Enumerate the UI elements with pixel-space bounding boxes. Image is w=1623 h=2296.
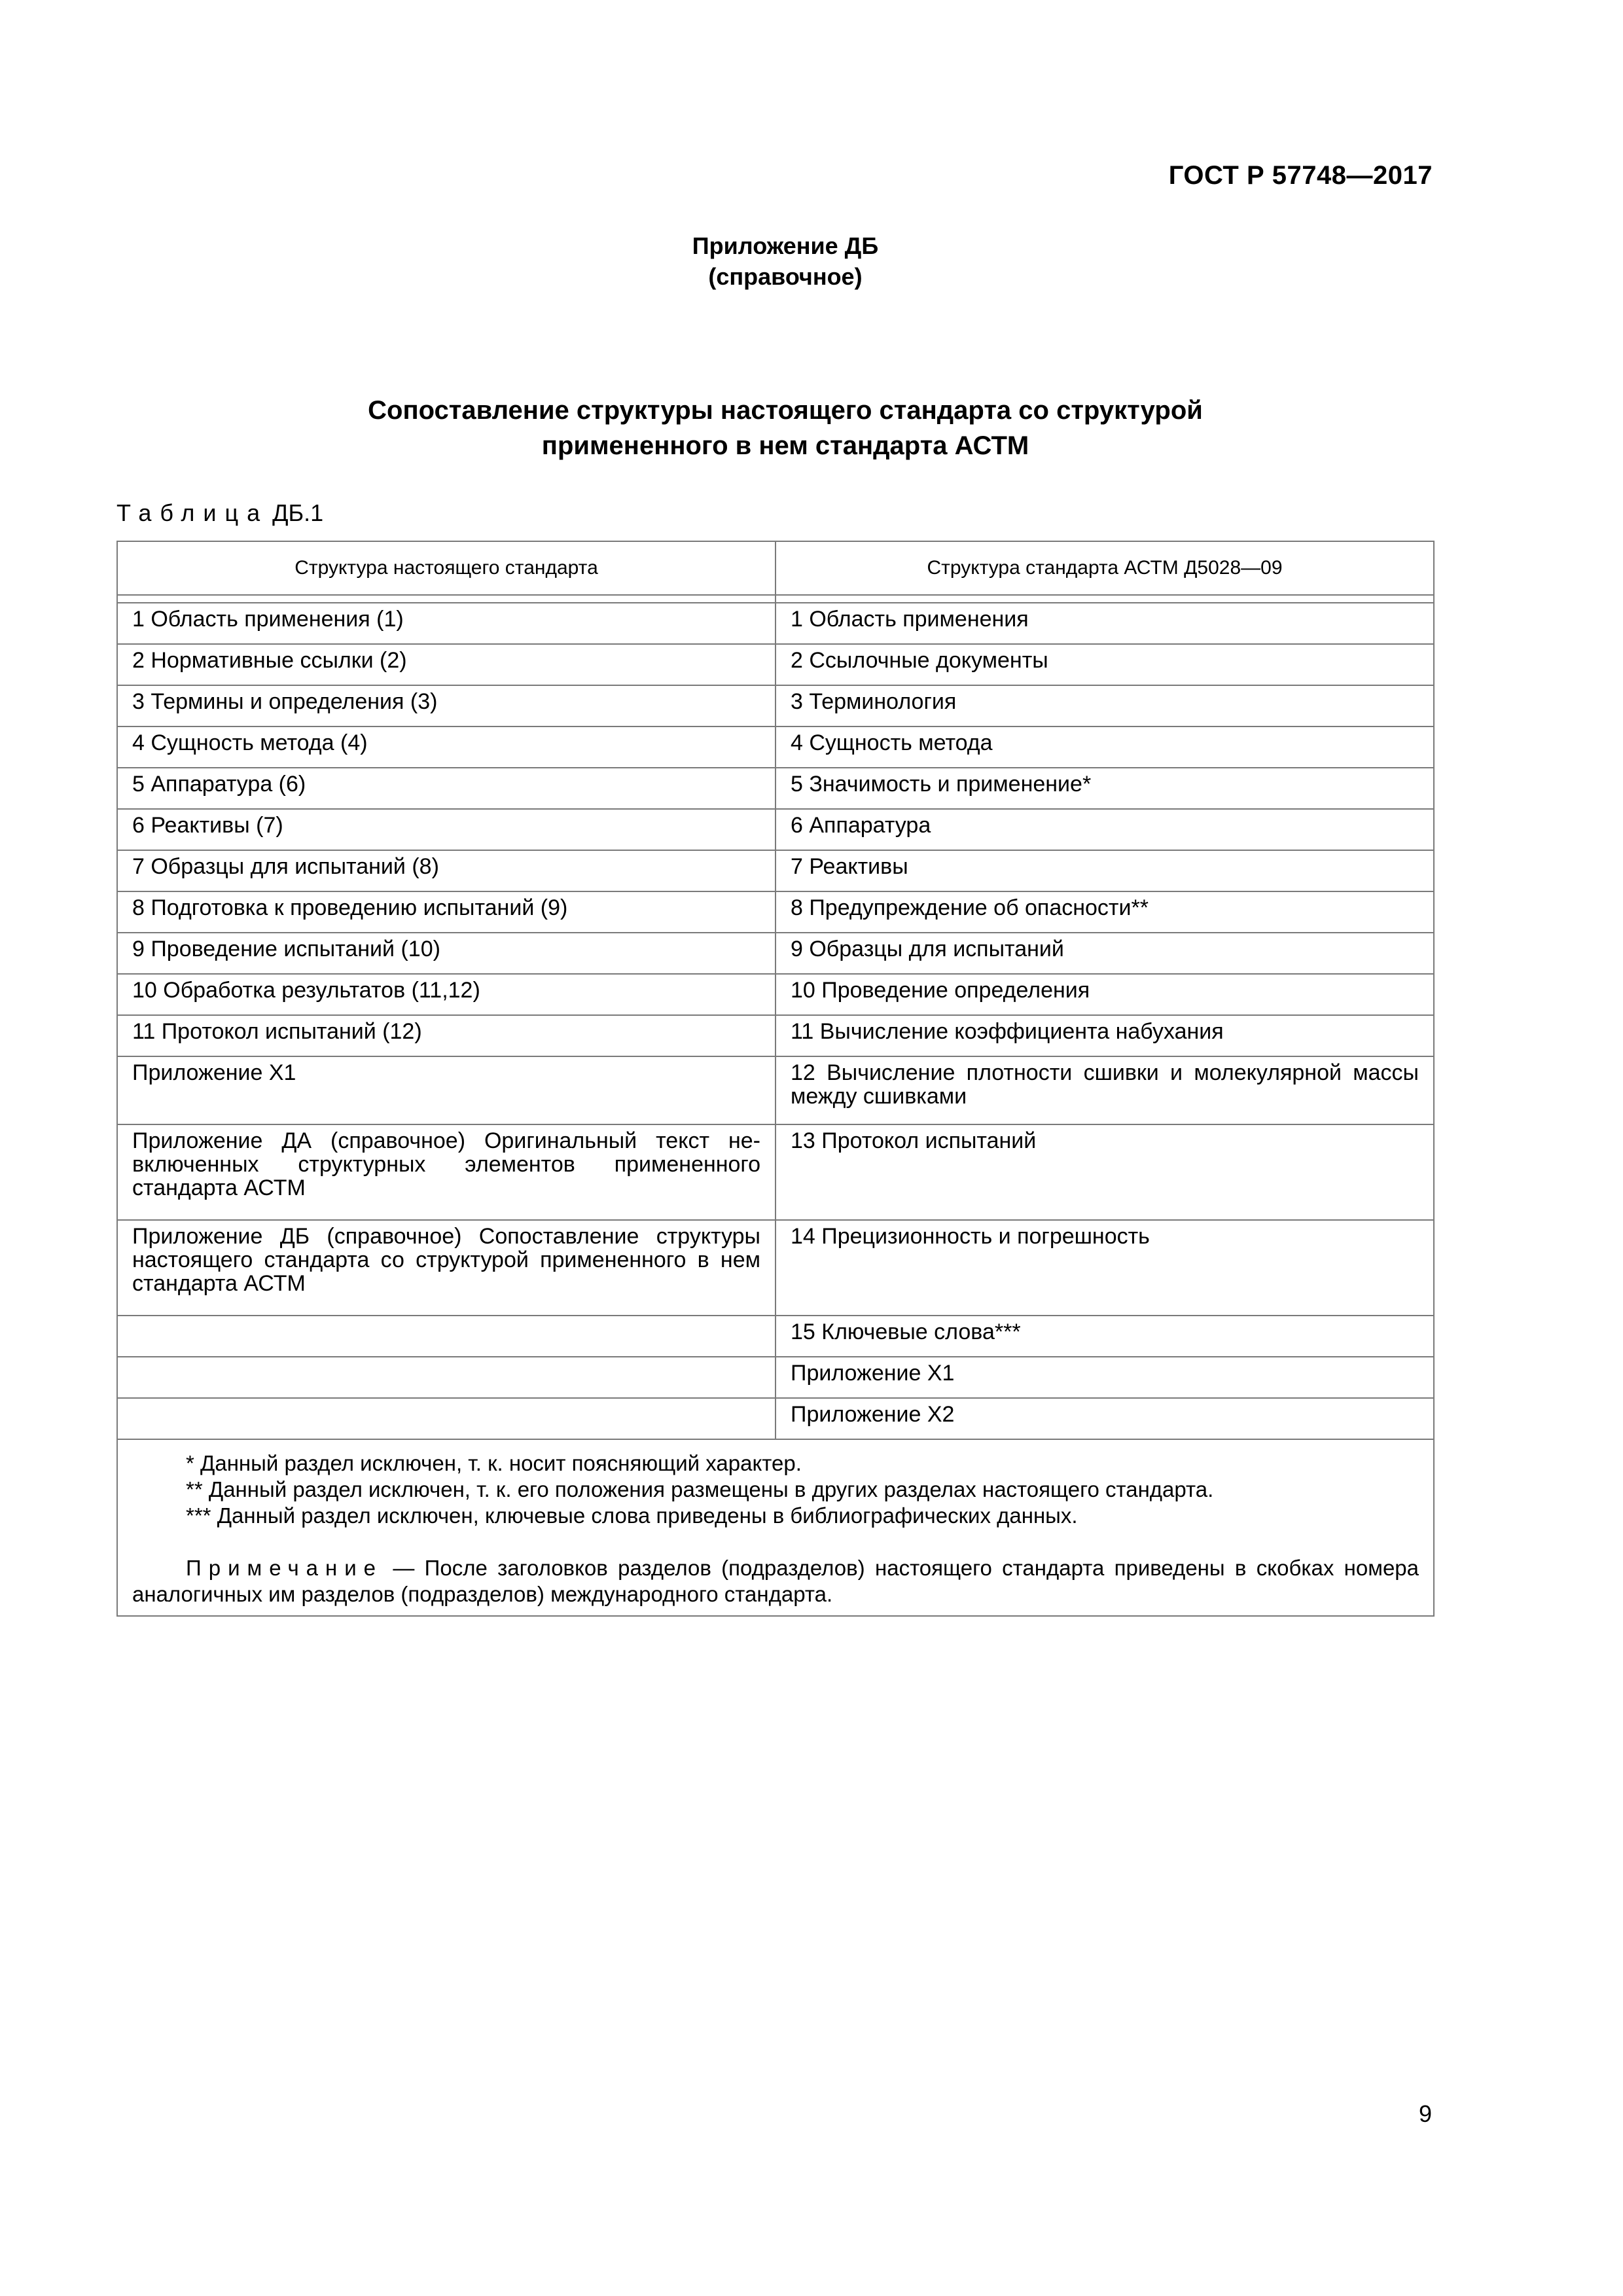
table-footnotes-row: [117, 1439, 1434, 1616]
table-row: [117, 1124, 1434, 1220]
table-cell: 7 Реактивы: [776, 850, 1434, 891]
table-cell: 9 Образцы для испытаний: [776, 933, 1434, 974]
table-cell: [117, 1357, 776, 1398]
table-note: [132, 1555, 1419, 1607]
table-cell: 5 Аппаратура (6): [117, 768, 776, 809]
table-cell: 2 Нормативные ссылки (2): [117, 644, 776, 685]
appendix-subtitle: (справочное): [708, 263, 863, 290]
footnote-3: *** Данный раздел исключен, ключевые слова приведены в библиографических данных.: [186, 1503, 1078, 1528]
table-header-row: [117, 541, 1434, 595]
table-caption-word: Таблица: [116, 499, 269, 526]
table-row: [117, 933, 1434, 974]
header-gap: [117, 595, 1434, 603]
table-caption: [116, 499, 323, 527]
table-row: [117, 850, 1434, 891]
table-cell: 10 Обработка результатов (11,12): [117, 974, 776, 1015]
table-cell: Приложение Х2: [776, 1398, 1434, 1439]
table-cell: 12 Вычисление плотности сшивки и молекулярной массы между сшивками: [776, 1056, 1434, 1124]
table-cell: [117, 1316, 776, 1357]
table-cell: 15 Ключевые слова***: [776, 1316, 1434, 1357]
page-title-line-1: Сопоставление структуры настоящего стандарта со структурой: [368, 396, 1203, 425]
table-footnotes: [117, 1439, 1434, 1616]
table-row: [117, 726, 1434, 768]
table-cell: 7 Образцы для испытаний (8): [117, 850, 776, 891]
table-cell: 11 Вычисление коэффициента набухания: [776, 1015, 1434, 1056]
table-row: [117, 603, 1434, 644]
page-number: 9: [1419, 2100, 1433, 2127]
table-row: [117, 1316, 1434, 1357]
table-row: [117, 768, 1434, 809]
footnote-2: ** Данный раздел исключен, т. к. его положения размещены в других разделах настоящего стандарта.: [186, 1477, 1214, 1501]
appendix-title: Приложение ДБ: [692, 232, 879, 259]
page-title: [0, 393, 1571, 463]
table-cell: 8 Подготовка к проведению испытаний (9): [117, 891, 776, 933]
table-cell: 3 Терминология: [776, 685, 1434, 726]
appendix-heading: [0, 230, 1571, 292]
table-row: [117, 891, 1434, 933]
table-cell: 2 Ссылочные документы: [776, 644, 1434, 685]
table-row: [117, 685, 1434, 726]
footnote-1: * Данный раздел исключен, т. к. носит поясняющий характер.: [186, 1451, 802, 1475]
column-header-astm-standard: Структура стандарта АСТМ Д5028—09: [776, 541, 1434, 595]
table-cell: 9 Проведение испытаний (10): [117, 933, 776, 974]
table-row: [117, 1015, 1434, 1056]
table-cell: 11 Протокол испытаний (12): [117, 1015, 776, 1056]
table-cell: [117, 1398, 776, 1439]
table-row: [117, 644, 1434, 685]
table-cell: Приложение Х1: [776, 1357, 1434, 1398]
table-cell: 5 Значимость и применение*: [776, 768, 1434, 809]
table-cell: 13 Протокол испытаний: [776, 1124, 1434, 1220]
table-row: [117, 1357, 1434, 1398]
table-cell: Приложение ДА (справочное) Оригинальный текст невключенных структурных элементов примененного стандарта АСТМ: [117, 1124, 776, 1220]
comparison-table: [116, 541, 1435, 1617]
table-cell: 6 Реактивы (7): [117, 809, 776, 850]
document-code: ГОСТ Р 57748—2017: [1168, 161, 1433, 190]
note-text: — После заголовков разделов (подразделов) настоящего стандарта приведены в скобках номера аналогичных им разделов (подразделов) международного стандарта.: [132, 1556, 1419, 1606]
table-cell: 3 Термины и определения (3): [117, 685, 776, 726]
table-row: [117, 809, 1434, 850]
table-row: [117, 974, 1434, 1015]
table-row: [117, 1220, 1434, 1316]
table-caption-number: ДБ.1: [272, 499, 324, 526]
table-cell: 14 Прецизионность и погрешность: [776, 1220, 1434, 1316]
table-cell: Приложение ДБ (справочное) Сопоставление структуры настоящего стандарта со структурой примененного в нем стандарта АСТМ: [117, 1220, 776, 1316]
table-cell: 4 Сущность метода (4): [117, 726, 776, 768]
page-title-line-2: примененного в нем стандарта АСТМ: [541, 431, 1029, 460]
table-cell: Приложение Х1: [117, 1056, 776, 1124]
table-cell: 8 Предупреждение об опасности**: [776, 891, 1434, 933]
table-cell: 6 Аппаратура: [776, 809, 1434, 850]
note-label: Примечание: [186, 1556, 383, 1580]
table-row: [117, 1398, 1434, 1439]
table-cell: 1 Область применения (1): [117, 603, 776, 644]
table-cell: 1 Область применения: [776, 603, 1434, 644]
table-cell: 10 Проведение определения: [776, 974, 1434, 1015]
column-header-current-standard: Структура настоящего стандарта: [117, 541, 776, 595]
table-cell: 4 Сущность метода: [776, 726, 1434, 768]
table-row: [117, 1056, 1434, 1124]
